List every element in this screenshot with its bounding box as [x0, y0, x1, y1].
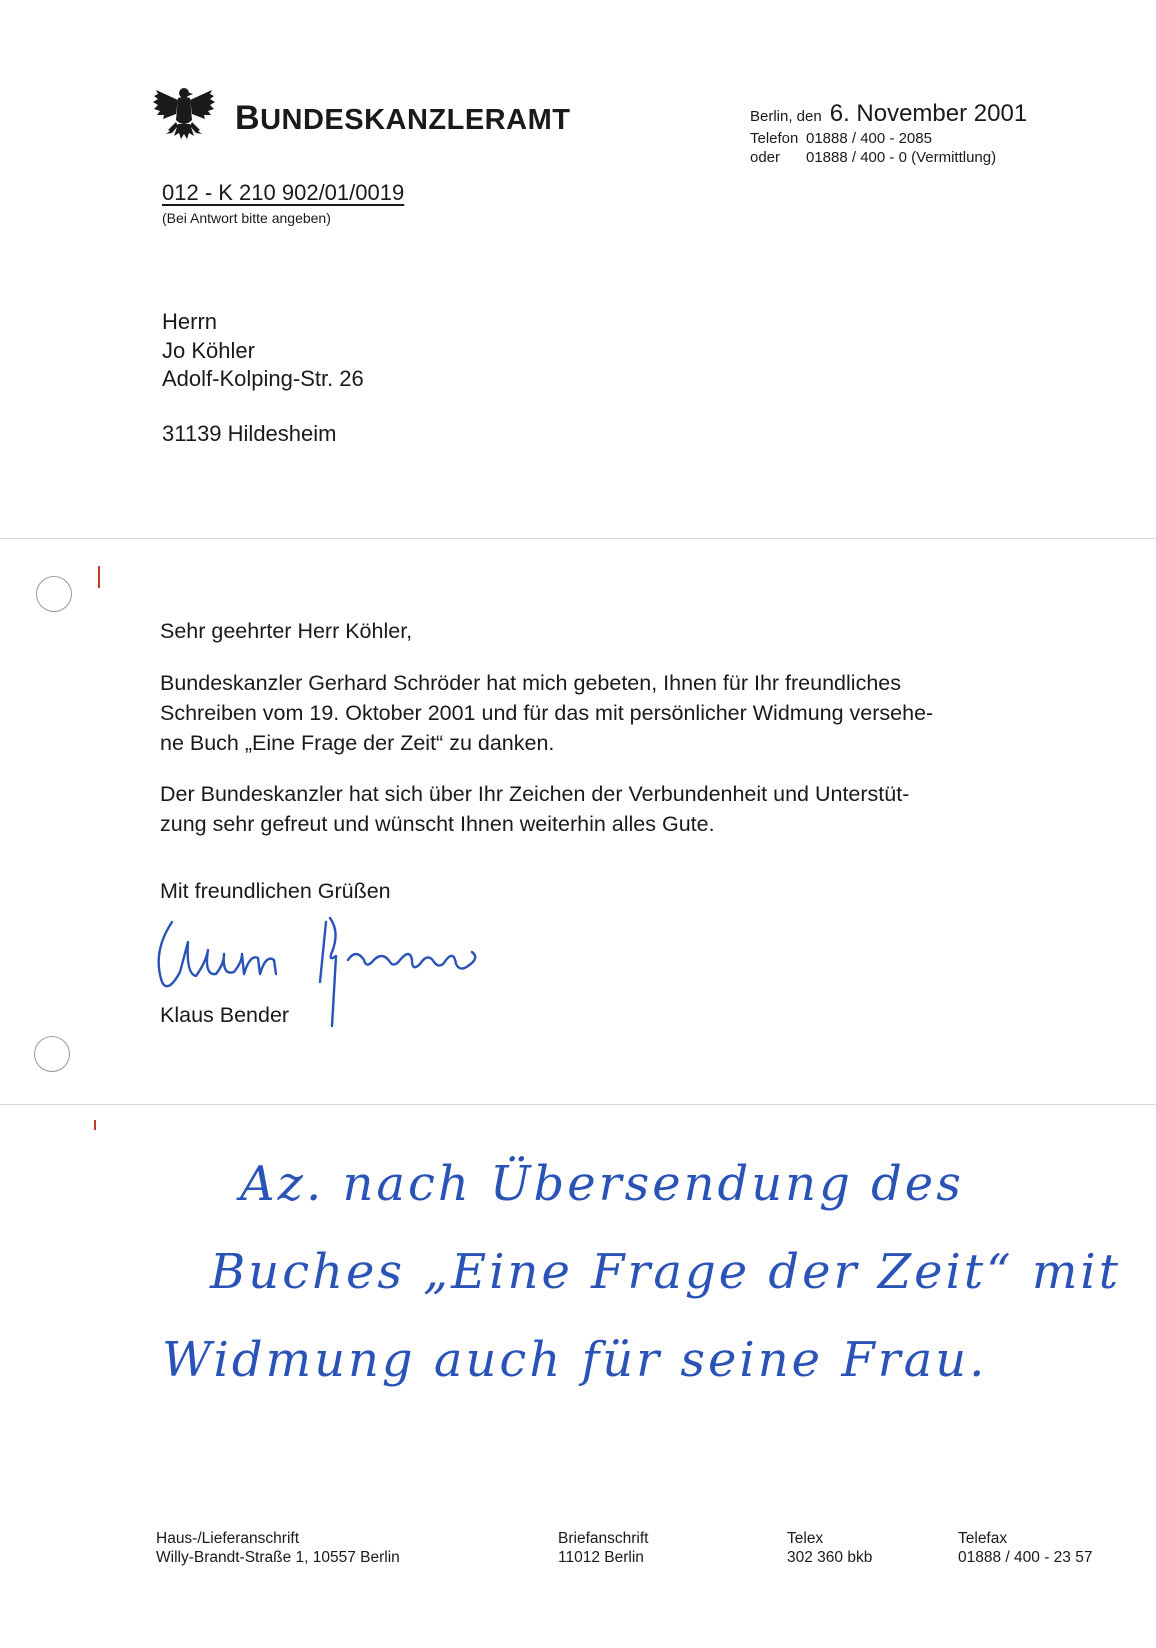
letter-date: 6. November 2001	[829, 100, 1028, 127]
date-contact-block	[750, 100, 1028, 167]
paragraph-line: Schreiben vom 19. Oktober 2001 und für das mit persönlicher Widmung versehe-	[160, 701, 934, 725]
footer-mail-value: 11012 Berlin	[558, 1549, 644, 1566]
alt-phone-label: oder	[750, 149, 781, 166]
fold-line-top	[0, 538, 1156, 539]
footer-fax-label: Telefax	[958, 1530, 1008, 1547]
letter-paragraph-1	[160, 668, 1040, 758]
margin-mark	[98, 566, 100, 588]
annotation-line: Widmung auch für seine Frau.	[162, 1332, 988, 1388]
organization-rest: UNDESKANZLERAMT	[260, 104, 571, 136]
footer-address-label: Haus-/Lieferanschrift	[156, 1530, 300, 1547]
letter-paragraph-2	[160, 779, 1040, 839]
phone-label: Telefon	[750, 130, 799, 147]
letter-closing: Mit freundlichen Grüßen	[160, 879, 391, 903]
organization-name	[235, 99, 570, 138]
footer-address-value: Willy-Brandt-Straße 1, 10557 Berlin	[156, 1549, 400, 1566]
recipient-salutation: Herrn	[162, 309, 218, 334]
federal-eagle-icon	[152, 84, 216, 146]
footer-telex	[787, 1529, 872, 1567]
paragraph-line: ne Buch „Eine Frage der Zeit“ zu danken.	[160, 731, 555, 755]
punch-hole-bottom	[34, 1036, 70, 1072]
reference-note: (Bei Antwort bitte angeben)	[162, 210, 331, 226]
paragraph-line: Der Bundeskanzler hat sich über Ihr Zeichen der Verbundenheit und Unterstüt-	[160, 782, 910, 806]
footer-fax	[958, 1529, 1092, 1567]
footer-telex-label: Telex	[787, 1530, 824, 1547]
reference-number: 012 - K 210 902/01/0019	[162, 180, 405, 205]
recipient-street: Adolf-Kolping-Str. 26	[162, 366, 364, 391]
footer-fax-value: 01888 / 400 - 23 57	[958, 1549, 1093, 1566]
organization-initial: B	[235, 99, 261, 137]
recipient-city: 31139 Hildesheim	[162, 421, 337, 446]
letter-greeting: Sehr geehrter Herr Köhler,	[160, 619, 413, 643]
annotation-line: Az. nach Übersendung des	[240, 1156, 964, 1212]
paragraph-line: Bundeskanzler Gerhard Schröder hat mich gebeten, Ihnen für Ihr freundliches	[160, 671, 901, 695]
annotation-line: Buches „Eine Frage der Zeit“ mit	[210, 1244, 1122, 1300]
punch-hole-top	[36, 576, 72, 612]
fold-line-bottom	[0, 1104, 1156, 1105]
footer-telex-value: 302 360 bkb	[787, 1549, 873, 1566]
footer-mail	[558, 1529, 648, 1567]
signatory-name: Klaus Bender	[160, 1003, 290, 1027]
phone-number: 01888 / 400 - 2085	[806, 130, 932, 147]
city-label: Berlin, den	[750, 108, 822, 125]
footer-address	[156, 1529, 400, 1567]
recipient-name: Jo Köhler	[162, 338, 255, 363]
alt-phone-number: 01888 / 400 - 0 (Vermittlung)	[806, 149, 997, 166]
handwritten-annotation	[162, 1140, 1122, 1404]
paragraph-line: zung sehr gefreut und wünscht Ihnen weiterhin alles Gute.	[160, 812, 715, 836]
margin-mark	[94, 1120, 96, 1130]
footer-mail-label: Briefanschrift	[558, 1530, 649, 1547]
